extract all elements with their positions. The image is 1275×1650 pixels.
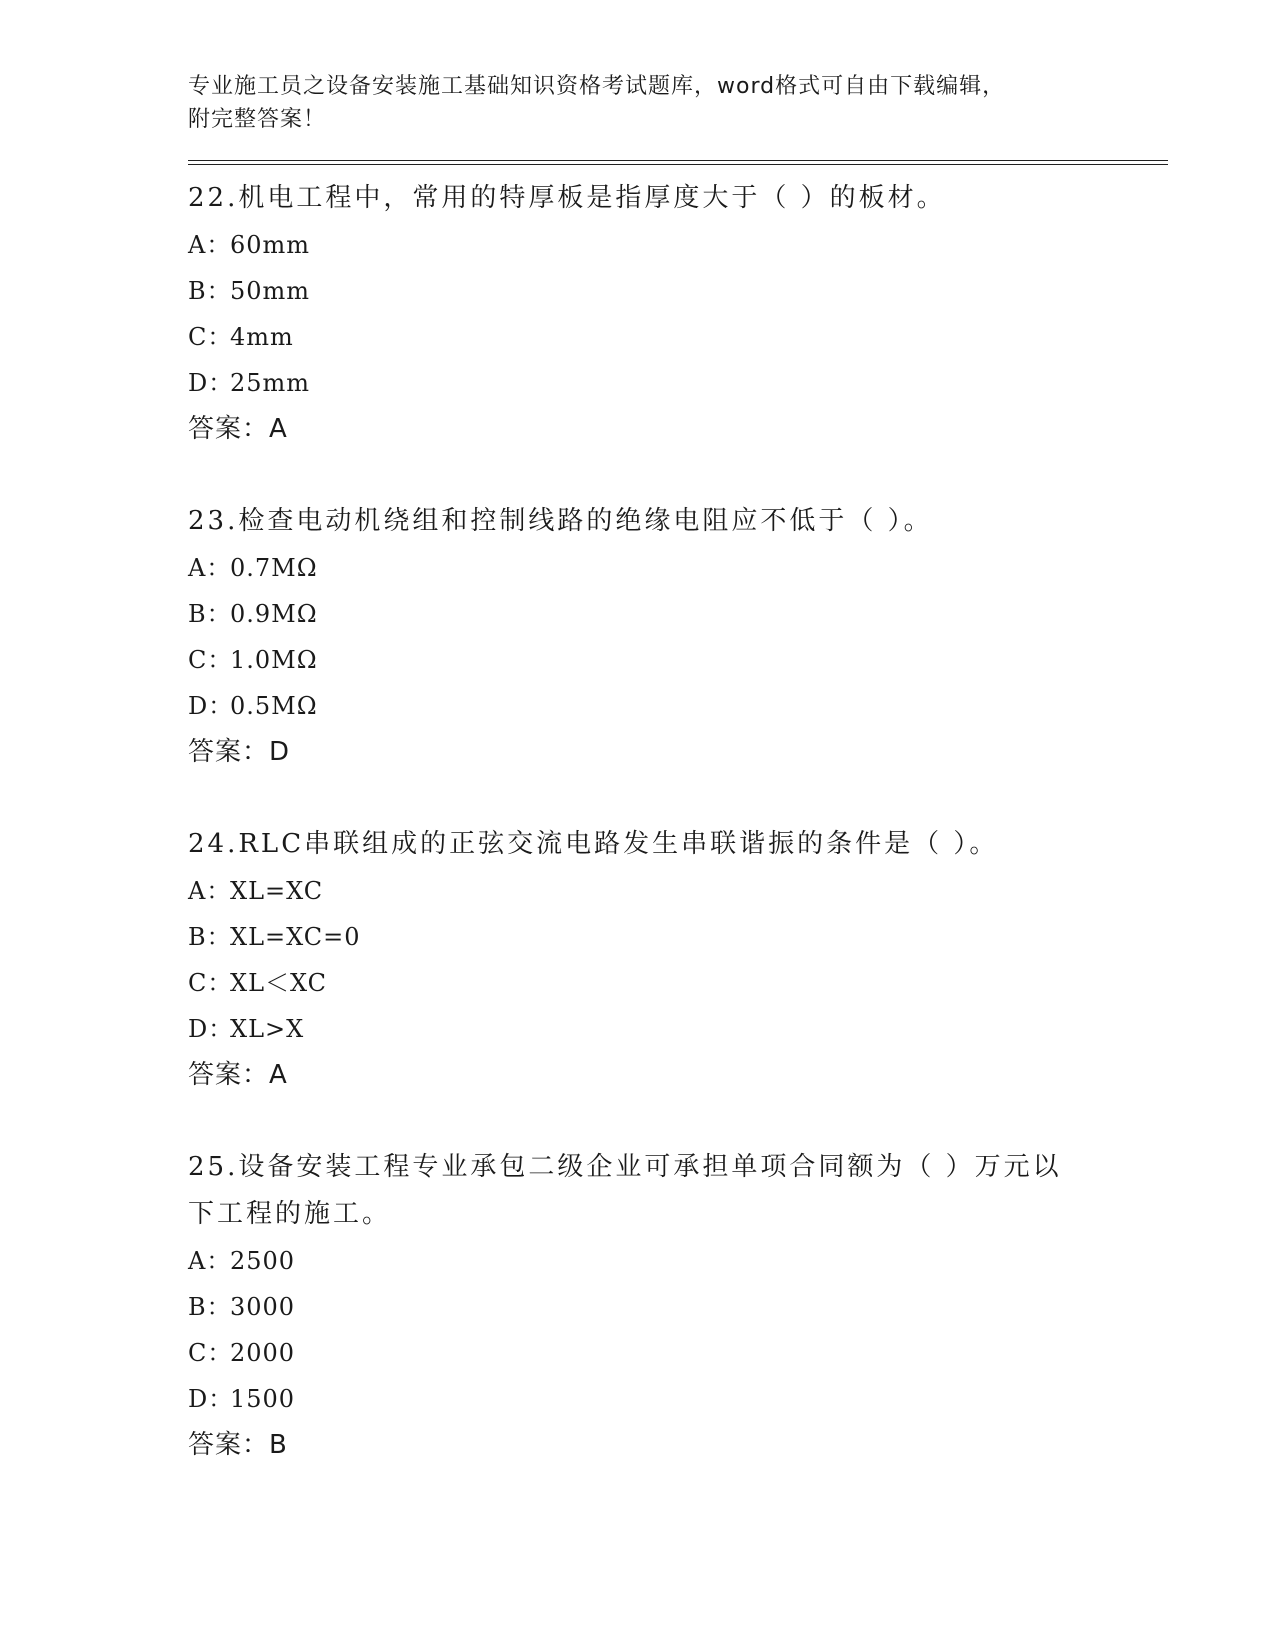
option-b [188,268,1168,314]
option-text: 4mm [230,323,294,351]
question-24 [188,821,1168,1098]
option-text: XL=XC=0 [230,923,361,951]
answer-line: 答案：A [188,414,288,444]
question-stem: 24.RLC串联组成的正弦交流电路发生串联谐振的条件是（ ）。 [188,829,999,859]
option-c [188,637,1168,683]
document-header [188,70,1068,136]
answer-line: 答案：D [188,737,291,767]
option-d [188,683,1168,729]
option-label: D： [188,1015,234,1043]
option-label: D： [188,1385,234,1413]
option-text: 1500 [230,1385,296,1413]
option-text: 3000 [230,1293,296,1321]
option-label: C： [188,969,233,997]
option-a [188,545,1168,591]
option-c [188,314,1168,360]
option-label: A： [188,554,232,582]
option-label: A： [188,877,232,905]
option-label: D： [188,369,234,397]
option-label: B： [188,923,232,951]
header-divider [188,160,1168,165]
option-text: 25mm [230,369,311,397]
option-label: C： [188,646,233,674]
document-page [188,70,1168,1468]
option-a [188,1238,1168,1284]
answer-line: 答案：B [188,1430,288,1460]
option-d [188,1376,1168,1422]
option-label: B： [188,600,232,628]
spacer [188,1098,1168,1144]
option-c [188,1330,1168,1376]
option-label: B： [188,1293,232,1321]
header-line-2: 附完整答案！ [188,107,327,132]
option-d [188,360,1168,406]
option-label: D： [188,692,234,720]
option-d [188,1006,1168,1052]
option-text: 60mm [230,231,311,259]
option-b [188,1284,1168,1330]
option-label: B： [188,277,232,305]
question-stem: 23.检查电动机绕组和控制线路的绝缘电阻应不低于（ ）。 [188,506,933,536]
question-22 [188,175,1168,452]
question-25 [188,1144,1168,1468]
option-c [188,960,1168,1006]
option-b [188,591,1168,637]
question-stem: 22.机电工程中，常用的特厚板是指厚度大于（ ）的板材。 [188,183,946,213]
option-text: 0.7MΩ [230,554,318,582]
option-text: XL>X [230,1015,305,1043]
option-text: 2000 [230,1339,296,1367]
option-a [188,868,1168,914]
option-b [188,914,1168,960]
option-text: XL＜XC [230,969,328,997]
option-label: A： [188,1247,232,1275]
option-text: 2500 [230,1247,296,1275]
option-text: 0.9MΩ [230,600,318,628]
option-label: A： [188,231,232,259]
question-stem: 25.设备安装工程专业承包二级企业可承担单项合同额为（ ）万元以下工程的施工。 [188,1152,1062,1229]
answer-line: 答案：A [188,1060,288,1090]
option-a [188,222,1168,268]
option-text: 0.5MΩ [230,692,318,720]
option-text: 1.0MΩ [230,646,318,674]
option-text: 50mm [230,277,311,305]
spacer [188,775,1168,821]
spacer [188,452,1168,498]
option-label: C： [188,323,233,351]
question-23 [188,498,1168,775]
option-label: C： [188,1339,233,1367]
header-line-1: 专业施工员之设备安装施工基础知识资格考试题库，word格式可自由下载编辑， [188,74,1006,99]
option-text: XL=XC [230,877,324,905]
